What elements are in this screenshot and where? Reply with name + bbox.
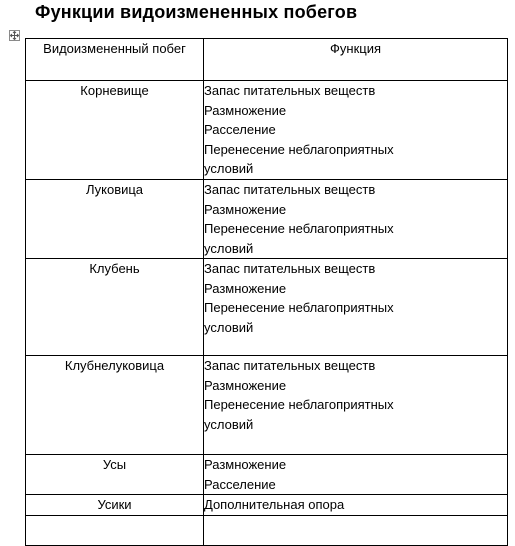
function-item: Расселение [204,122,276,137]
function-item: Размножение [204,280,287,296]
function-list [204,495,508,516]
shoot-name: Усы [26,455,204,495]
empty-cell [204,516,508,546]
function-item: Размножение [204,201,287,217]
header-function: Функция [204,39,508,81]
function-item: Перенесение неблагоприятных [204,141,394,157]
function-item: Перенесение неблагоприятных [204,221,394,236]
empty-cell [26,516,204,546]
shoot-name: Клубнелуковица [26,356,204,455]
function-item: Размножение [204,457,287,472]
table-row-empty [26,516,508,546]
shoot-name: Луковица [26,180,204,259]
function-item: Перенесение неблагоприятных [204,300,394,315]
function-item: условий [204,319,254,335]
function-list [204,455,508,495]
shoot-name: Усики [26,495,204,516]
table-header-row [26,39,508,81]
table-row [26,455,508,495]
document-title: Функции видоизмененных побегов [35,2,358,22]
function-item: Перенесение неблагоприятных [204,397,394,412]
shoot-functions-table [25,38,508,546]
function-item: Дополнительная опора [204,497,345,512]
function-list [204,81,508,180]
table-row [26,259,508,356]
function-list [204,356,508,455]
function-item: Размножение [204,377,287,393]
function-list [204,259,508,356]
function-item: Запас питательных веществ [204,261,376,276]
function-item: условий [204,161,254,176]
function-list [204,180,508,259]
table-row [26,356,508,455]
table-row [26,180,508,259]
function-item: Запас питательных веществ [204,358,376,373]
function-item: Запас питательных веществ [204,83,376,98]
shoot-name: Корневище [26,81,204,180]
header-modified-shoot: Видоизмененный побег [26,39,204,81]
shoot-name: Клубень [26,259,204,356]
function-item: Расселение [204,476,276,492]
table-row [26,495,508,516]
function-item: условий [204,416,254,432]
table-move-handle-icon[interactable] [9,30,20,41]
function-item: Размножение [204,102,287,118]
table-row [26,81,508,180]
function-item: Запас питательных веществ [204,182,376,197]
function-item: условий [204,240,254,256]
